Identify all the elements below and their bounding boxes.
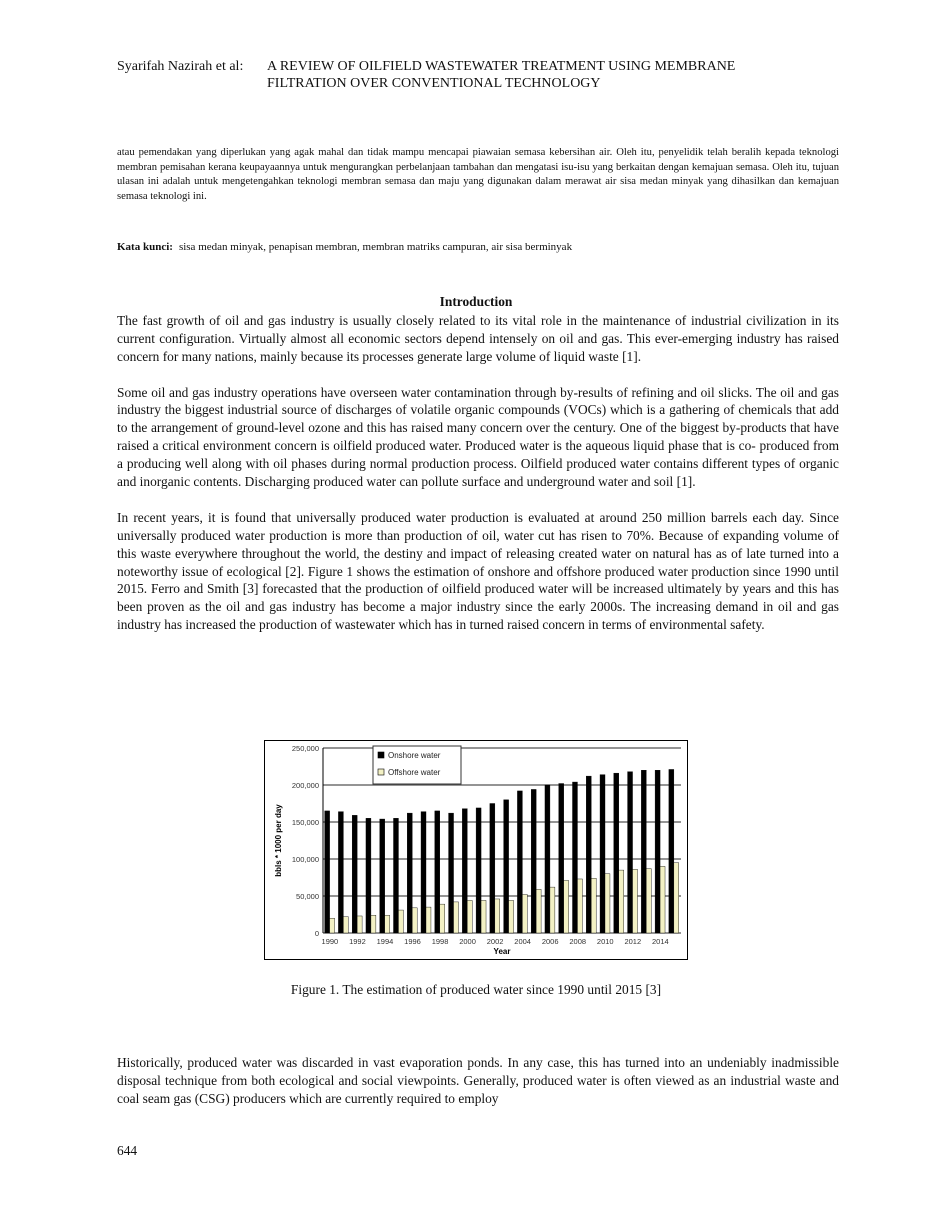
paragraph: Historically, produced water was discarded in vast evaporation ponds. In any case, this has turned into an undeniably inadmissible disposal technique from both ecological and social viewpoints. Generally, produced water is often viewed as an industrial waste and coal seam gas (CSG) producers which are currently required to employ: [117, 1055, 839, 1106]
bar-offshore-water: [619, 870, 624, 933]
bar-onshore-water: [449, 813, 454, 933]
bar-offshore-water: [343, 917, 348, 933]
x-tick-label: 2006: [541, 937, 559, 946]
bar-offshore-water: [591, 878, 596, 933]
figure-1-chart: [264, 740, 688, 960]
x-tick-label: 2010: [596, 937, 614, 946]
y-tick-label: 50,000: [296, 892, 319, 901]
bar-offshore-water: [495, 899, 500, 933]
bar-offshore-water: [536, 889, 541, 933]
bar-offshore-water: [330, 918, 335, 933]
legend-label: Onshore water: [388, 751, 441, 760]
bar-offshore-water: [674, 863, 679, 933]
bar-onshore-water: [586, 776, 591, 933]
page-number: 644: [117, 1143, 138, 1158]
y-tick-label: 0: [314, 929, 319, 938]
x-tick-label: 1994: [376, 937, 394, 946]
x-tick-label: 2008: [569, 937, 587, 946]
header-title-line1: A REVIEW OF OILFIELD WASTEWATER TREATMENT USING MEMBRANE: [267, 59, 736, 74]
paragraph: The fast growth of oil and gas industry is usually closely related to its vital role in the maintenance of industrial civilization in its current configuration. Virtually almost all economic sectors depend intensely on oil and gas. This ever-emerging industry has raised concern for many nations, mainly because its processes generate large volume of liquid waste [1].: [117, 312, 839, 364]
bar-offshore-water: [454, 902, 459, 933]
bar-offshore-water: [564, 880, 569, 933]
bar-offshore-water: [509, 900, 514, 933]
bar-onshore-water: [669, 769, 674, 933]
legend-swatch: [378, 752, 384, 758]
bar-onshore-water: [517, 791, 522, 933]
bar-onshore-water: [490, 804, 495, 934]
bar-onshore-water: [641, 770, 646, 933]
bar-onshore-water: [559, 784, 564, 933]
bar-offshore-water: [426, 907, 431, 933]
paragraph: Some oil and gas industry operations have overseen water contamination through by-results of refining and oil slicks. The oil and gas industry the biggest industrial source of discharges of volatile organic compounds (VOCs) which is a gathering of chemicals that add to the arrangement of ground-level ozone and this has raised many concern over the century. One of the biggest by-products that have raised a critical environment concern is oilfield produced water. Produced water is the aqueous liquid phase that is co- produced from a producing well along with oil phases during normal production process. Oilfield produced water contains different types of organic and inorganic contents. Discharging produced water can pollute surface and underground water and soil [1].: [117, 384, 839, 490]
bar-onshore-water: [476, 808, 481, 933]
x-tick-label: 1998: [431, 937, 449, 946]
bar-onshore-water: [325, 811, 330, 933]
x-tick-label: 1992: [349, 937, 366, 946]
bar-chart: [265, 741, 687, 959]
bar-onshore-water: [531, 789, 536, 933]
running-header: [117, 58, 735, 92]
header-title-line2: FILTRATION OVER CONVENTIONAL TECHNOLOGY: [267, 76, 601, 91]
x-axis-label: Year: [493, 947, 511, 956]
bar-onshore-water: [393, 818, 398, 933]
bar-onshore-water: [421, 812, 426, 933]
bar-offshore-water: [398, 910, 403, 933]
bar-offshore-water: [385, 915, 390, 933]
bar-onshore-water: [338, 812, 343, 933]
bar-offshore-water: [412, 908, 417, 933]
y-tick-label: 100,000: [291, 855, 319, 864]
section-heading: Introduction: [439, 294, 513, 309]
bar-onshore-water: [435, 811, 440, 933]
x-tick-label: 2014: [652, 937, 669, 946]
abstract-text: atau pemendakan yang diperlukan yang agak mahal dan tidak mampu mencapai piawaian semasa kebersihan air. Oleh itu, penyelidik telah beralih kepada teknologi membran pemisahan kerana keupayaannya untuk mengurangkan perbelanjaan tambahan dan mengatasi isu-isu yang berkaitan dengan kemajuan semasa. Oleh itu, tujuan ulasan ini adalah untuk mengetengahkan teknologi membran semasa dan maju yang digunakan dalam merawat air sisa medan minyak yang dihasilkan dan kemajuan semasa teknologi ini.: [117, 147, 839, 202]
bar-offshore-water: [577, 879, 582, 933]
bar-offshore-water: [440, 904, 445, 933]
bar-offshore-water: [371, 915, 376, 933]
y-tick-label: 200,000: [291, 781, 319, 790]
x-tick-label: 2012: [624, 937, 642, 946]
bar-onshore-water: [628, 772, 633, 933]
bar-onshore-water: [600, 775, 605, 933]
bar-onshore-water: [614, 773, 619, 933]
y-tick-label: 150,000: [291, 818, 319, 827]
bar-offshore-water: [357, 916, 362, 933]
bar-offshore-water: [633, 869, 638, 933]
x-tick-label: 2004: [514, 937, 531, 946]
bar-onshore-water: [380, 819, 385, 933]
bar-offshore-water: [605, 874, 610, 933]
keywords-label: Kata kunci:: [117, 241, 173, 253]
bar-onshore-water: [462, 809, 467, 933]
bar-offshore-water: [550, 887, 555, 933]
paragraph: In recent years, it is found that universally produced water production is evaluated at around 250 million barrels each day. Since universally produced water production is more than production of oil, water cut has risen to 70%. Because of expanding volume of this waste everywhere throughout the world, the destiny and impact of releasing created water on natural has as of late turned into a noteworthy issue of ecological [2]. Figure 1 shows the estimation of onshore and offshore produced water production since 1990 until 2015. Ferro and Smith [3] forecasted that the production of oilfield produced water will be increased ultimately by years and this has been proven as the oil and gas industry has become a major industry since the early 2000s. The increasing demand in oil and gas industry has increased the production of wastewater which has in turned raised concern in terms of environmental safety.: [117, 509, 839, 633]
x-tick-label: 1996: [404, 937, 421, 946]
bar-onshore-water: [407, 813, 412, 933]
bar-onshore-water: [352, 815, 357, 933]
bar-offshore-water: [467, 900, 472, 933]
y-tick-label: 250,000: [291, 744, 319, 753]
legend-swatch: [378, 769, 384, 775]
figure-caption: Figure 1. The estimation of produced water since 1990 until 2015 [3]: [290, 982, 662, 997]
bar-onshore-water: [545, 785, 550, 933]
bar-offshore-water: [660, 866, 665, 933]
bar-onshore-water: [655, 770, 660, 933]
header-authors: Syarifah Nazirah et al:: [117, 59, 244, 74]
keywords: [117, 241, 572, 253]
x-tick-label: 2000: [459, 937, 476, 946]
x-tick-label: 1990: [321, 937, 339, 946]
y-axis-label: bbls * 1000 per day: [274, 804, 283, 877]
bar-offshore-water: [522, 895, 527, 933]
keywords-text: sisa medan minyak, penapisan membran, membran matriks campuran, air sisa berminyak: [178, 241, 573, 253]
bar-onshore-water: [572, 782, 577, 933]
bar-offshore-water: [646, 869, 651, 933]
bar-onshore-water: [504, 800, 509, 933]
legend-label: Offshore water: [388, 768, 441, 777]
bar-offshore-water: [481, 900, 486, 933]
bar-onshore-water: [366, 818, 371, 933]
x-tick-label: 2002: [486, 937, 504, 946]
